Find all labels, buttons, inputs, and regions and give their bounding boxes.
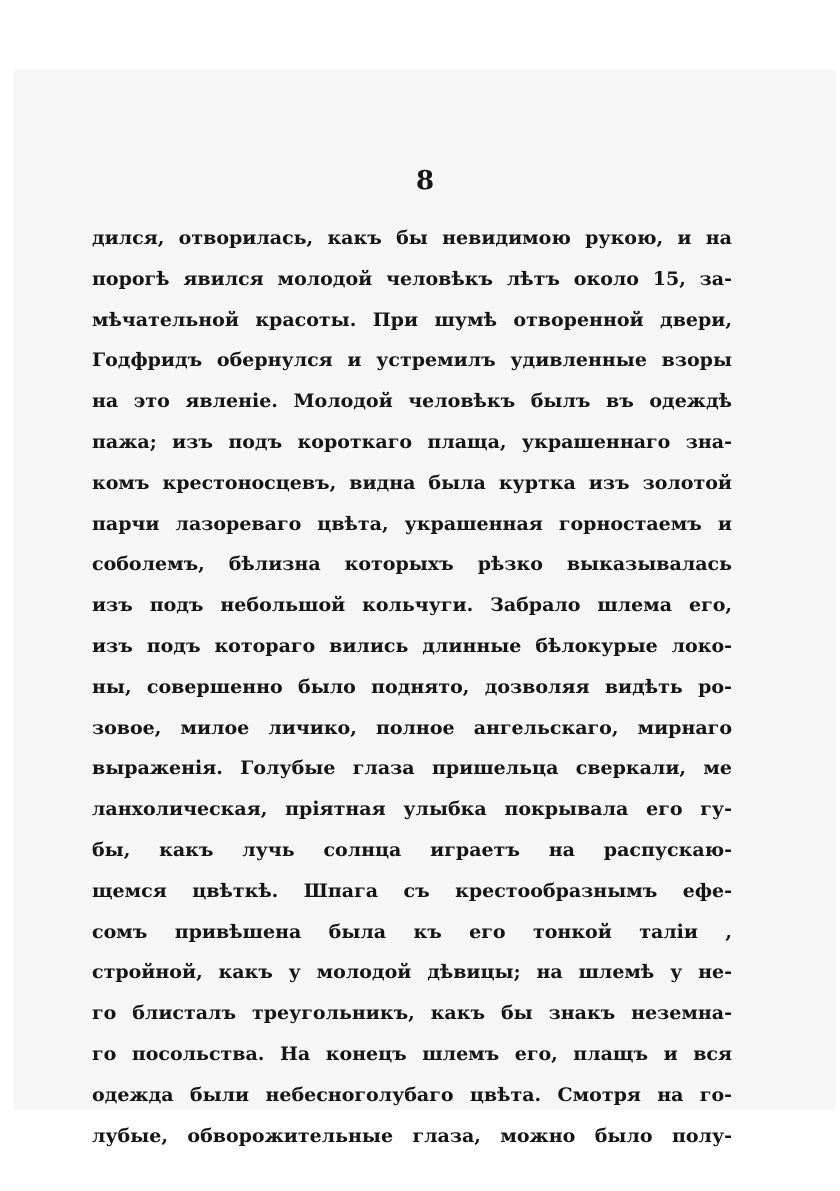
text-line: ланхолическая, пріятная улыбка покрывала его гу- <box>92 798 732 821</box>
text-line: сомъ привѣшена была къ его тонкой таліи , <box>92 920 732 943</box>
text-line: мѣчательной красоты. При шумѣ отворенной двери, <box>92 308 732 331</box>
body-text <box>92 218 732 1156</box>
text-line: бы, какъ лучь солнца играетъ на распускаю- <box>92 838 732 861</box>
text-line: стройной, какъ у молодой дѣвицы; на шлемѣ у не- <box>92 961 732 984</box>
text-line: выраженія. Голубые глаза пришельца сверкали, ме <box>92 757 732 780</box>
text-line: зовое, милое личико, полное ангельскаго, мирнаго <box>92 716 732 739</box>
text-line: изъ подъ котораго вились длинные бѣлокурые локо- <box>92 634 732 657</box>
book-page <box>14 70 836 1147</box>
text-line: порогѣ явился молодой человѣкъ лѣтъ около 15, за- <box>92 267 732 290</box>
text-line: Годфридъ обернулся и устремилъ удивленные взоры <box>92 349 732 372</box>
text-line: соболемъ, бѣлизна которыхъ рѣзко выказывалась <box>92 553 732 576</box>
text-line: го блисталъ треугольникъ, какъ бы знакъ неземна- <box>92 1002 732 1025</box>
text-line: ны, совершенно было поднято, дозволяя видѣть ро- <box>92 675 732 698</box>
text-line: го посольства. На конецъ шлемъ его, плащъ и вся <box>92 1042 732 1065</box>
text-line: комъ крестоносцевъ, видна была куртка изъ золотой <box>92 471 732 494</box>
text-line: пажа; изъ подъ короткаго плаща, украшеннаго зна- <box>92 430 732 453</box>
text-line: лубые, обворожительные глаза, можно было полу- <box>92 1124 732 1147</box>
text-line: щемся цвѣткѣ. Шпага съ крестообразнымъ ефе- <box>92 879 732 902</box>
text-line: парчи лазореваго цвѣта, украшенная горностаемъ и <box>92 512 732 535</box>
page-number: 8 <box>415 166 435 196</box>
text-line: изъ подъ небольшой кольчуги. Забрало шлема его, <box>92 594 732 617</box>
text-line: на это явленіе. Молодой человѣкъ былъ въ одеждѣ <box>92 390 732 413</box>
text-line: одежда были небесноголубаго цвѣта. Смотря на го- <box>92 1083 732 1106</box>
text-line: дился, отворилась, какъ бы невидимою рукою, и на <box>92 227 732 249</box>
